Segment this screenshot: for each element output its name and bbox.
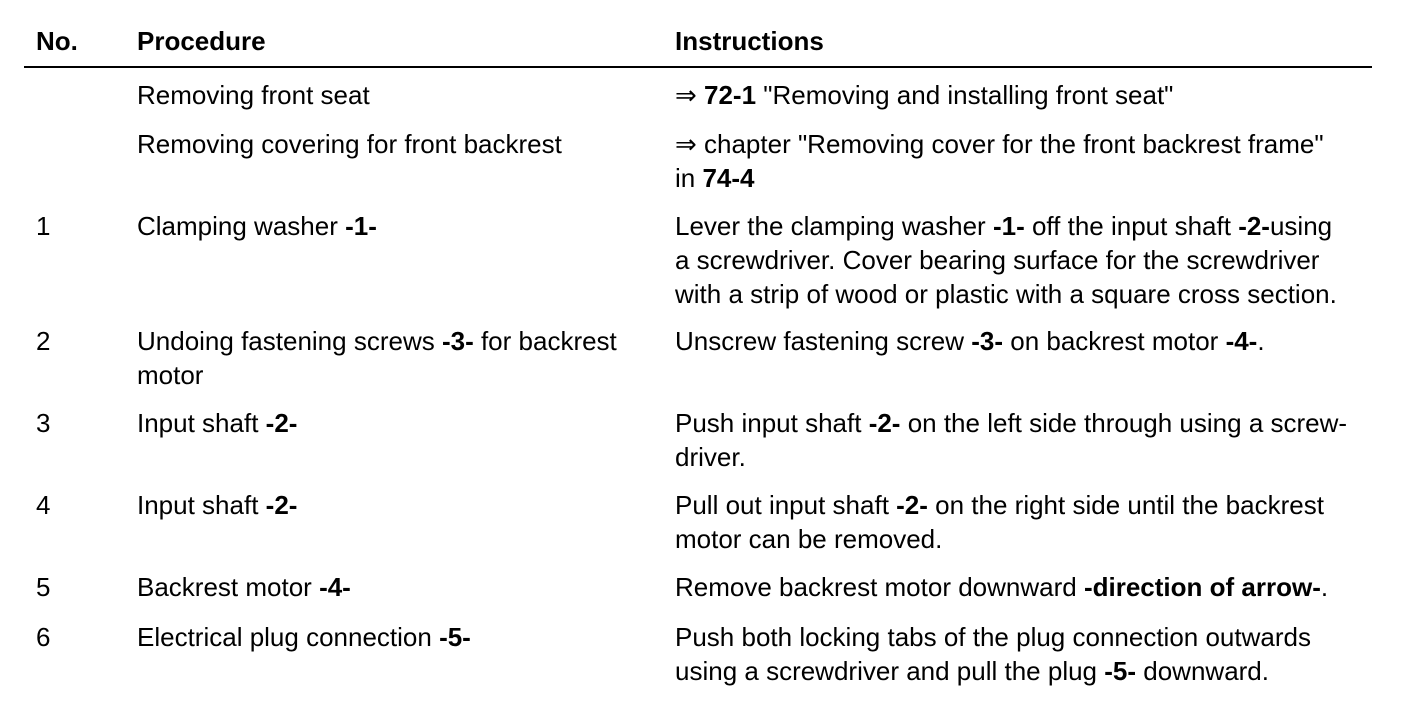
table-header xyxy=(0,26,1408,60)
instructions-cell xyxy=(675,324,1375,358)
text-segment: on the right side until the backrest xyxy=(927,490,1324,520)
bold-reference: -2- xyxy=(265,490,298,520)
text-segment: for backrest xyxy=(473,326,617,356)
text-segment: downward. xyxy=(1136,656,1269,686)
text-segment: Electrical plug connection xyxy=(137,622,440,652)
procedure-cell xyxy=(137,324,647,392)
bold-reference: -1- xyxy=(992,211,1025,241)
text-line xyxy=(675,209,1375,243)
bold-reference: -2- xyxy=(1238,211,1270,241)
text-line xyxy=(675,406,1375,440)
text-segment: Clamping washer xyxy=(137,211,346,241)
text-line xyxy=(675,127,1375,161)
text-segment: ⇒ chapter "Removing cover for the front backrest frame" xyxy=(675,129,1324,159)
text-line xyxy=(675,78,1375,112)
procedure-cell xyxy=(137,570,647,604)
text-segment: Removing front seat xyxy=(137,80,370,110)
text-line xyxy=(137,570,647,604)
bold-reference: -4- xyxy=(1225,326,1258,356)
text-line xyxy=(137,78,647,112)
text-segment: on the left side through using a screw- xyxy=(900,408,1348,438)
text-segment: Undoing fastening screws xyxy=(137,326,442,356)
text-segment: with a strip of wood or plastic with a square cross section. xyxy=(675,279,1337,309)
bold-reference: -3- xyxy=(971,326,1004,356)
text-line xyxy=(675,243,1375,277)
text-line xyxy=(137,358,647,392)
procedure-cell xyxy=(137,127,647,161)
text-segment: Unscrew fastening screw xyxy=(675,326,972,356)
procedure-cell xyxy=(137,620,647,654)
text-line xyxy=(137,620,647,654)
text-segment: driver. xyxy=(675,442,746,472)
text-line xyxy=(137,488,647,522)
text-segment: motor xyxy=(137,360,204,390)
text-segment: . xyxy=(1320,572,1329,602)
text-segment: "Removing and installing front seat" xyxy=(756,80,1174,110)
text-line xyxy=(675,488,1375,522)
bold-reference: -4- xyxy=(319,572,351,602)
header-procedure: Procedure xyxy=(137,26,266,56)
text-line xyxy=(675,654,1375,688)
text-segment: off the input shaft xyxy=(1024,211,1239,241)
text-segment: motor can be removed. xyxy=(675,524,943,554)
header-no: No. xyxy=(36,26,78,56)
bold-reference: -5- xyxy=(1104,656,1137,686)
text-line xyxy=(137,127,647,161)
text-line xyxy=(675,161,1375,195)
text-line xyxy=(675,522,1375,556)
bold-reference: 72-1 xyxy=(704,80,757,110)
instructions-cell xyxy=(675,78,1375,112)
header-instructions: Instructions xyxy=(675,26,824,56)
text-segment: using xyxy=(1269,211,1333,241)
text-segment: in xyxy=(675,163,703,193)
procedure-cell xyxy=(137,78,647,112)
procedure-cell xyxy=(137,209,647,243)
bold-reference: -2- xyxy=(265,408,298,438)
text-line xyxy=(137,209,647,243)
step-number: 6 xyxy=(36,622,51,652)
text-segment: Push input shaft xyxy=(675,408,869,438)
text-line xyxy=(675,324,1375,358)
step-number: 5 xyxy=(36,572,51,602)
instructions-cell xyxy=(675,209,1375,311)
procedure-cell xyxy=(137,488,647,522)
step-number: 3 xyxy=(36,408,51,438)
instructions-cell xyxy=(675,570,1375,604)
procedure-cell xyxy=(137,406,647,440)
bold-reference: -5- xyxy=(439,622,471,652)
header-rule xyxy=(24,66,1372,68)
text-segment: on backrest motor xyxy=(1003,326,1226,356)
text-segment: Push both locking tabs of the plug connection outwards xyxy=(675,622,1311,652)
instructions-cell xyxy=(675,620,1375,688)
text-line xyxy=(675,440,1375,474)
step-number: 1 xyxy=(36,211,51,241)
step-number: 4 xyxy=(36,490,51,520)
instructions-cell xyxy=(675,406,1375,474)
text-segment: Backrest motor xyxy=(137,572,320,602)
bold-reference: -direction of arrow- xyxy=(1083,572,1321,602)
text-segment: Lever the clamping washer xyxy=(675,211,993,241)
text-segment: . xyxy=(1257,326,1265,356)
step-number: 2 xyxy=(36,326,51,356)
text-line xyxy=(675,277,1375,311)
text-segment: ⇒ xyxy=(675,80,705,110)
text-segment: Input shaft xyxy=(137,490,266,520)
bold-reference: 74-4 xyxy=(702,163,755,193)
bold-reference: -2- xyxy=(868,408,901,438)
text-line xyxy=(137,324,647,358)
instructions-cell xyxy=(675,127,1375,195)
text-segment: Pull out input shaft xyxy=(675,490,897,520)
text-segment: using a screwdriver and pull the plug xyxy=(675,656,1105,686)
text-line xyxy=(675,570,1375,604)
bold-reference: -1- xyxy=(345,211,377,241)
text-segment: Removing covering for front backrest xyxy=(137,129,562,159)
text-line xyxy=(675,620,1375,654)
text-segment: Input shaft xyxy=(137,408,266,438)
text-segment: a screwdriver. Cover bearing surface for the screwdriver xyxy=(675,245,1320,275)
bold-reference: -3- xyxy=(441,326,474,356)
bold-reference: -2- xyxy=(896,490,928,520)
instructions-cell xyxy=(675,488,1375,556)
text-line xyxy=(137,406,647,440)
text-segment: Remove backrest motor downward xyxy=(675,572,1084,602)
